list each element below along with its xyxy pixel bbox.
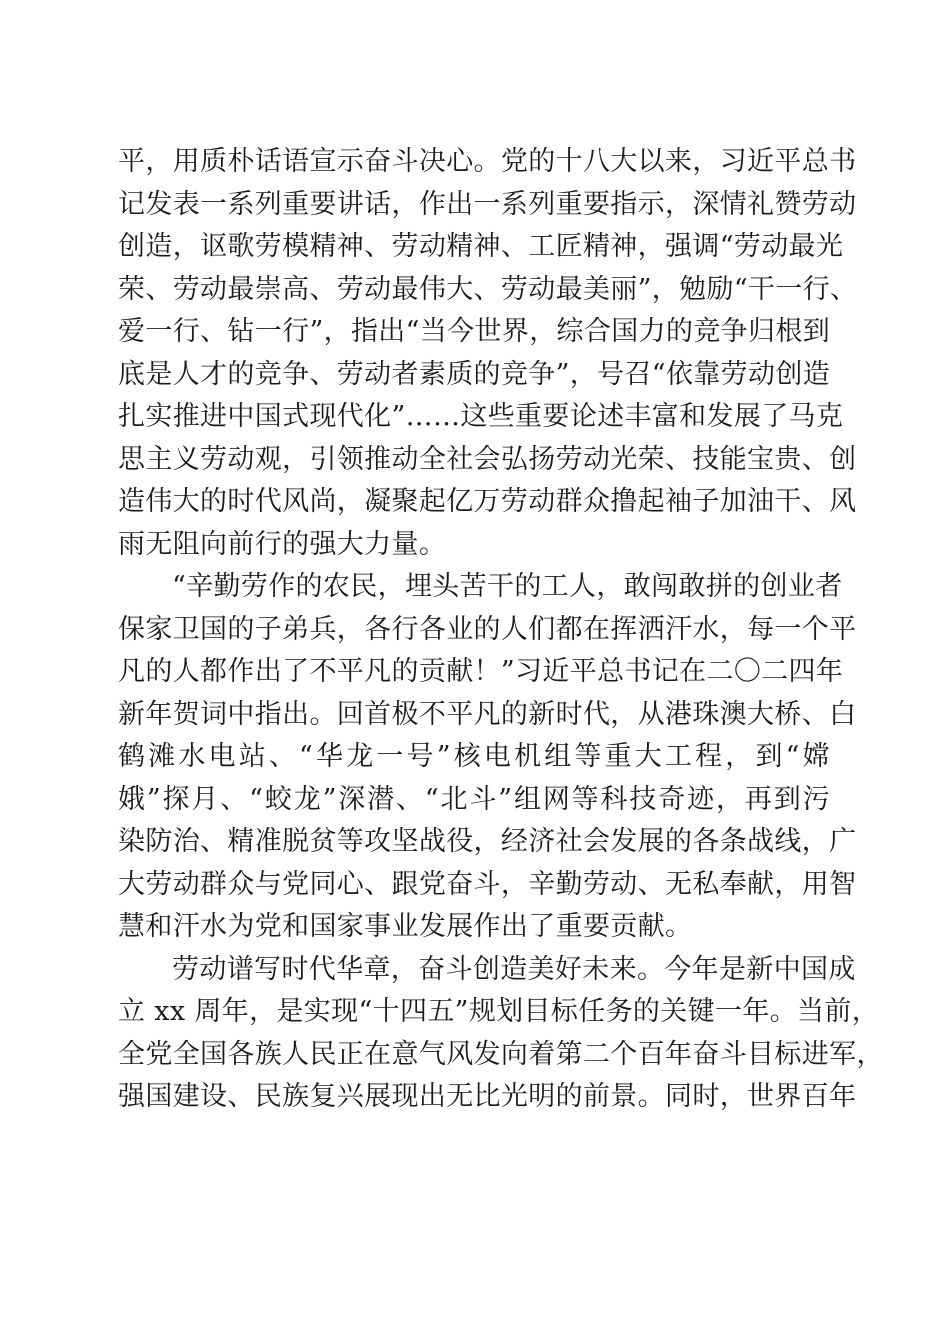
text-line: 扎实推进中国式现代化”……这些重要论述丰富和发展了马克 (118, 401, 844, 432)
text-line: 造伟大的时代风尚，凝聚起亿万劳动群众撸起袖子加油干、风 (118, 486, 857, 517)
text-line: 底是人才的竞争、劳动者素质的竞争”，号召“依靠劳动创造 (118, 358, 831, 390)
paragraph-2 (118, 566, 857, 949)
text-line: 大劳动群众与党同心、跟党奋斗，辛勤劳动、无私奉献，用智 (118, 868, 857, 900)
text-line: 劳动谱写时代华章，奋斗创造美好未来。今年是新中国成 (172, 953, 856, 985)
text-line: 保家卫国的子弟兵，各行各业的人们都在挥洒汗水，每一个平 (118, 613, 857, 645)
text-line: 创造，讴歌劳模精神、劳动精神、工匠精神，强调“劳动最光 (118, 231, 844, 262)
text-line: 强国建设、民族复兴展现出无比光明的前景。同时，世界百年 (118, 1081, 857, 1112)
text-line: 娥”探月、“蛟龙”深潜、“北斗”组网等科技奇迹，再到污 (118, 783, 830, 815)
text-line: 鹤滩水电站、“华龙一号”核电机组等重大工程，到“嫦 (118, 741, 830, 772)
text-line: 新年贺词中指出。回首极不平凡的新时代，从港珠澳大桥、白 (118, 698, 857, 730)
text-line: 凡的人都作出了不平凡的贡献！”习近平总书记在二〇二四年 (118, 656, 844, 687)
text-line: 立 xx 周年，是实现“十四五”规划目标任务的关键一年。当前， (118, 996, 880, 1027)
text-line: 雨无阻向前行的强大力量。 (118, 528, 447, 560)
text-line: 平，用质朴话语宣示奋斗决心。党的十八大以来，习近平总书 (118, 146, 857, 177)
paragraph-1 (118, 141, 858, 566)
text-line: 染防治、精准脱贫等攻坚战役，经济社会发展的各条战线，广 (118, 826, 857, 857)
text-line: 荣、劳动最崇高、劳动最伟大、劳动最美丽”，勉励“干一行、 (118, 273, 858, 305)
text-line: 慧和汗水为党和国家事业发展作出了重要贡献。 (118, 911, 693, 942)
text-line: 思主义劳动观，引领推动全社会弘扬劳动光荣、技能宝贵、创 (118, 443, 857, 475)
text-line: “辛勤劳作的农民，埋头苦干的工人，敢闯敢拼的创业者 (172, 571, 843, 602)
document-body (118, 141, 884, 1119)
text-line: 记发表一系列重要讲话，作出一系列重要指示，深情礼赞劳动 (118, 188, 857, 220)
text-line: 爱一行、钻一行”，指出“当今世界，综合国力的竞争归根到 (118, 316, 831, 347)
paragraph-3 (118, 949, 884, 1119)
text-line: 全党全国各族人民正在意气风发向着第二个百年奋斗目标进军， (118, 1038, 884, 1070)
